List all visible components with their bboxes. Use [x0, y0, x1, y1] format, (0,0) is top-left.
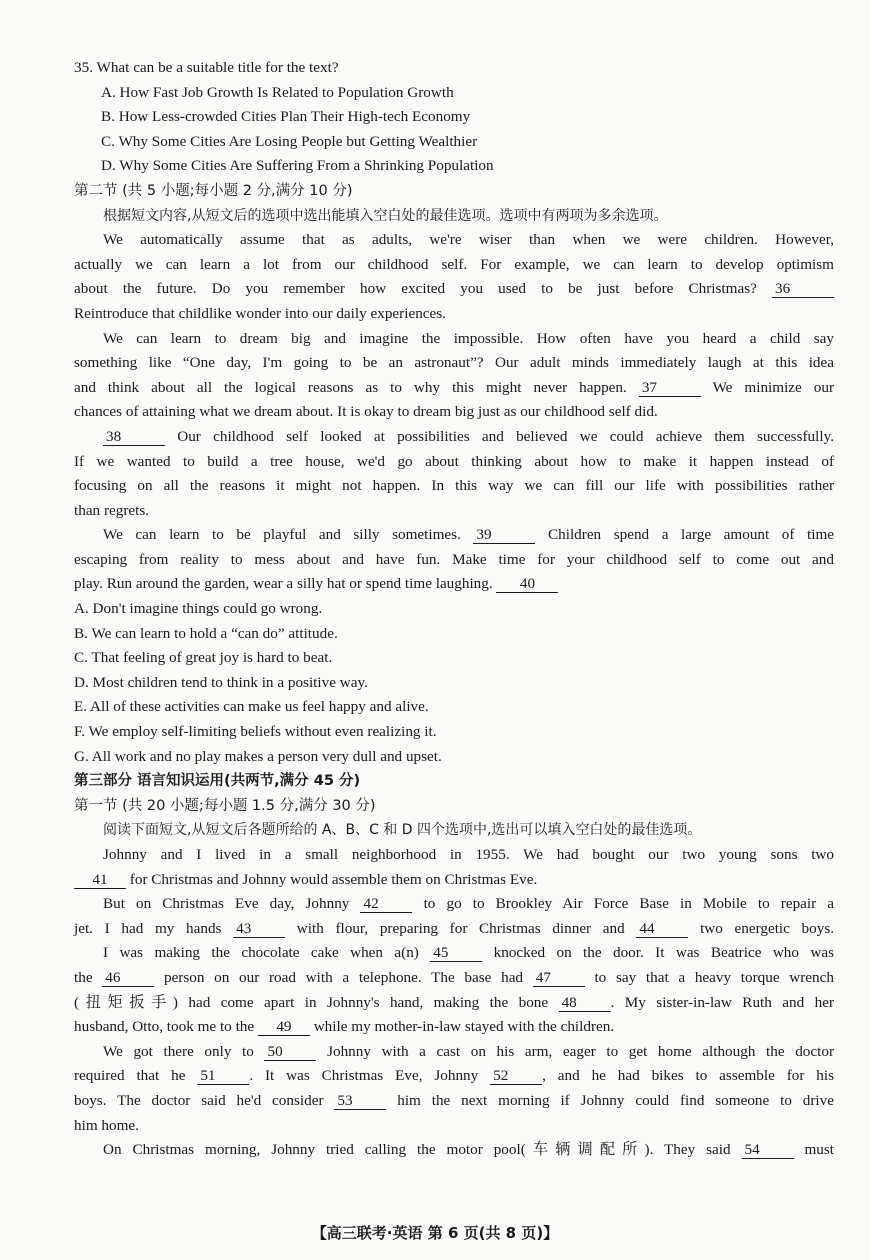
q35-option-b: B. How Less-crowded Cities Plan Their High-tech Economy [101, 108, 471, 126]
p3-p1-line1: Johnny and I lived in a small neighborhood in 1955. We had bought our two young sons two [103, 846, 834, 863]
s2-p3-line1 [74, 425, 834, 450]
s2-option-b: B. We can learn to hold a “can do” attitude. [74, 624, 338, 642]
p3-p3-text-a1: I was making the chocolate cake when a(n) [103, 944, 419, 962]
p3-p3-text-a2: knocked on the door. It was Beatrice who was [493, 944, 834, 962]
p3-p3-text-b2: person on our road with a telephone. The base had [163, 968, 524, 986]
s2-p2-text-a: and think about all the logical reasons as to why this might never happen. [74, 378, 627, 396]
p3-p5-text-a1: On Christmas morning, Johnny tried calling the motor pool(车辆调配所). They said [103, 1141, 731, 1159]
p3-p2-text-b3: two energetic boys. [700, 919, 835, 937]
p3-p3-text-b1: the [74, 968, 93, 986]
s2-option-f: F. We employ self-limiting beliefs without even realizing it. [74, 723, 437, 741]
blank-53[interactable]: 53 [334, 1093, 386, 1110]
p3-p3-line3 [74, 991, 834, 1016]
blank-49[interactable]: 49 [258, 1019, 310, 1036]
blank-38[interactable]: 38 [103, 429, 165, 446]
p3-p3-line2 [74, 966, 834, 991]
p3-p4-line1 [74, 1040, 834, 1065]
s2-p4-line3 [74, 572, 834, 597]
p3-p3-line4 [74, 1015, 834, 1040]
s2-option-c: C. That feeling of great joy is hard to beat. [74, 649, 333, 667]
blank-41[interactable]: 41 [74, 872, 126, 889]
p3-p2-text-a2: to go to Brookley Air Force Base in Mobile to repair a [423, 895, 835, 913]
blank-48[interactable]: 48 [559, 995, 611, 1012]
p3-p4-text-b3: , and he had bikes to assemble for his [542, 1067, 835, 1085]
p3-p3-text-b3: to say that a heavy torque wrench [594, 968, 834, 986]
p3-p3-text-d2: while my mother-in-law stayed with the children. [313, 1018, 615, 1036]
blank-37[interactable]: 37 [639, 380, 701, 397]
s2-p3-line2: If we wanted to build a tree house, we'd go about thinking about how to make it happen instead of [74, 452, 834, 470]
blank-39[interactable]: 39 [473, 527, 535, 544]
blank-36[interactable]: 36 [772, 281, 834, 298]
blank-46[interactable]: 46 [102, 970, 154, 987]
s2-p2-line3 [74, 376, 834, 401]
s2-p4-line1 [74, 523, 834, 548]
p3-p5-text-a2: must [804, 1141, 835, 1159]
section2-heading: 第二节 (共 5 小题;每小题 2 分,满分 10 分) [74, 182, 353, 199]
s2-option-g: G. All work and no play makes a person very dull and upset. [74, 747, 442, 765]
s2-p1-line2: actually we can learn a lot from our childhood self. For example, we can learn to develop optimism [74, 255, 834, 273]
part3-heading: 第三部分 语言知识运用(共两节,满分 45 分) [74, 773, 361, 790]
blank-40[interactable]: 40 [496, 576, 558, 593]
p3-p4-text-c2: him the next morning if Johnny could find someone to drive [397, 1091, 834, 1109]
s2-p3-text: Our childhood self looked at possibilities and believed we could achieve them successfully. [177, 427, 834, 445]
p3-p4-text-a1: We got there only to [103, 1042, 254, 1060]
p3-p3-text-c1: (扭矩扳手) had come apart in Johnny's hand, making the bone [74, 993, 549, 1011]
q35-question: 35. What can be a suitable title for the text? [74, 59, 339, 76]
blank-54[interactable]: 54 [742, 1142, 794, 1159]
s2-p4-text-a: We can learn to be playful and silly sometimes. [103, 526, 461, 544]
p3-p2-line2 [74, 917, 834, 942]
section2-instruction: 根据短文内容,从短文后的选项中选出能填入空白处的最佳选项。选项中有两项为多余选项。 [103, 207, 668, 224]
p3-p2-text-b1: jet. I had my hands [74, 919, 222, 937]
p3-p4-text-b1: required that he [74, 1067, 186, 1085]
s2-p2-line2: something like “One day, I'm going to be an astronaut”? Our adult minds immediately laugh at this idea [74, 354, 834, 372]
blank-47[interactable]: 47 [533, 970, 585, 987]
p3-p4-line4: him home. [74, 1116, 139, 1134]
page-footer: 【高三联考·英语 第 6 页(共 8 页)】 [311, 1224, 559, 1242]
part3-sub-heading: 第一节 (共 20 小题;每小题 1.5 分,满分 30 分) [74, 797, 376, 814]
blank-52[interactable]: 52 [490, 1068, 542, 1085]
s2-p4-line2: escaping from reality to mess about and have fun. Make time for your childhood self to come out and [74, 550, 834, 568]
blank-45[interactable]: 45 [430, 945, 482, 962]
p3-p4-line2 [74, 1064, 834, 1089]
s2-p3-line4: than regrets. [74, 501, 150, 519]
s2-option-a: A. Don't imagine things could go wrong. [74, 600, 323, 618]
s2-p2-line4: chances of attaining what we dream about. It is okay to dream big just as our childhood self did. [74, 403, 658, 421]
p3-p4-text-a2: Johnny with a cast on his arm, eager to get home although the doctor [327, 1042, 834, 1060]
s2-p4-text-c: play. Run around the garden, wear a silly hat or spend time laughing. [74, 575, 493, 593]
blank-42[interactable]: 42 [360, 896, 412, 913]
s2-p2-text-b: We minimize our [712, 378, 835, 396]
q35-option-c: C. Why Some Cities Are Losing People but Getting Wealthier [101, 132, 478, 150]
q35-option-a: A. How Fast Job Growth Is Related to Population Growth [101, 83, 454, 101]
blank-43[interactable]: 43 [233, 921, 285, 938]
p3-p3-text-c2: . My sister-in-law Ruth and her [610, 993, 834, 1011]
s2-p2-line1: We can learn to dream big and imagine the impossible. How often have you heard a child say [103, 329, 834, 347]
p3-p1-line2 [74, 868, 834, 893]
s2-p1-line1: We automatically assume that as adults, we're wiser than when we were children. However, [103, 231, 834, 249]
p3-p4-line3 [74, 1089, 834, 1114]
blank-50[interactable]: 50 [264, 1044, 316, 1061]
s2-p1-line4: Reintroduce that childlike wonder into our daily experiences. [74, 304, 446, 322]
s2-p4-text-b: Children spend a large amount of time [548, 526, 835, 544]
p3-p2-line1 [74, 892, 834, 917]
p3-p2-text-a1: But on Christmas Eve day, Johnny [103, 895, 350, 913]
p3-p4-text-b2: . It was Christmas Eve, Johnny [249, 1067, 479, 1085]
s2-option-e: E. All of these activities can make us feel happy and alive. [74, 698, 429, 716]
s2-p3-line3: focusing on all the reasons it might not happen. In this way we can fill our life with possibilities rather [74, 477, 834, 495]
p3-p5-line1 [74, 1138, 834, 1163]
blank-51[interactable]: 51 [197, 1068, 249, 1085]
s2-p1-line3 [74, 277, 834, 302]
p3-p4-text-c1: boys. The doctor said he'd consider [74, 1091, 324, 1109]
p3-p3-text-d1: husband, Otto, took me to the [74, 1018, 255, 1036]
q35-option-d: D. Why Some Cities Are Suffering From a Shrinking Population [101, 157, 494, 175]
s2-p1-text: about the future. Do you remember how excited you used to be just before Christmas? [74, 280, 757, 298]
p3-p1-text: for Christmas and Johnny would assemble them on Christmas Eve. [129, 870, 538, 888]
blank-44[interactable]: 44 [636, 921, 688, 938]
part3-instruction: 阅读下面短文,从短文后各题所给的 A、B、C 和 D 四个选项中,选出可以填入空白处的最佳选项。 [103, 822, 702, 839]
s2-option-d: D. Most children tend to think in a positive way. [74, 673, 368, 691]
exam-page [74, 56, 834, 1163]
p3-p2-text-b2: with flour, preparing for Christmas dinner and [296, 919, 625, 937]
p3-p3-line1 [74, 941, 834, 966]
